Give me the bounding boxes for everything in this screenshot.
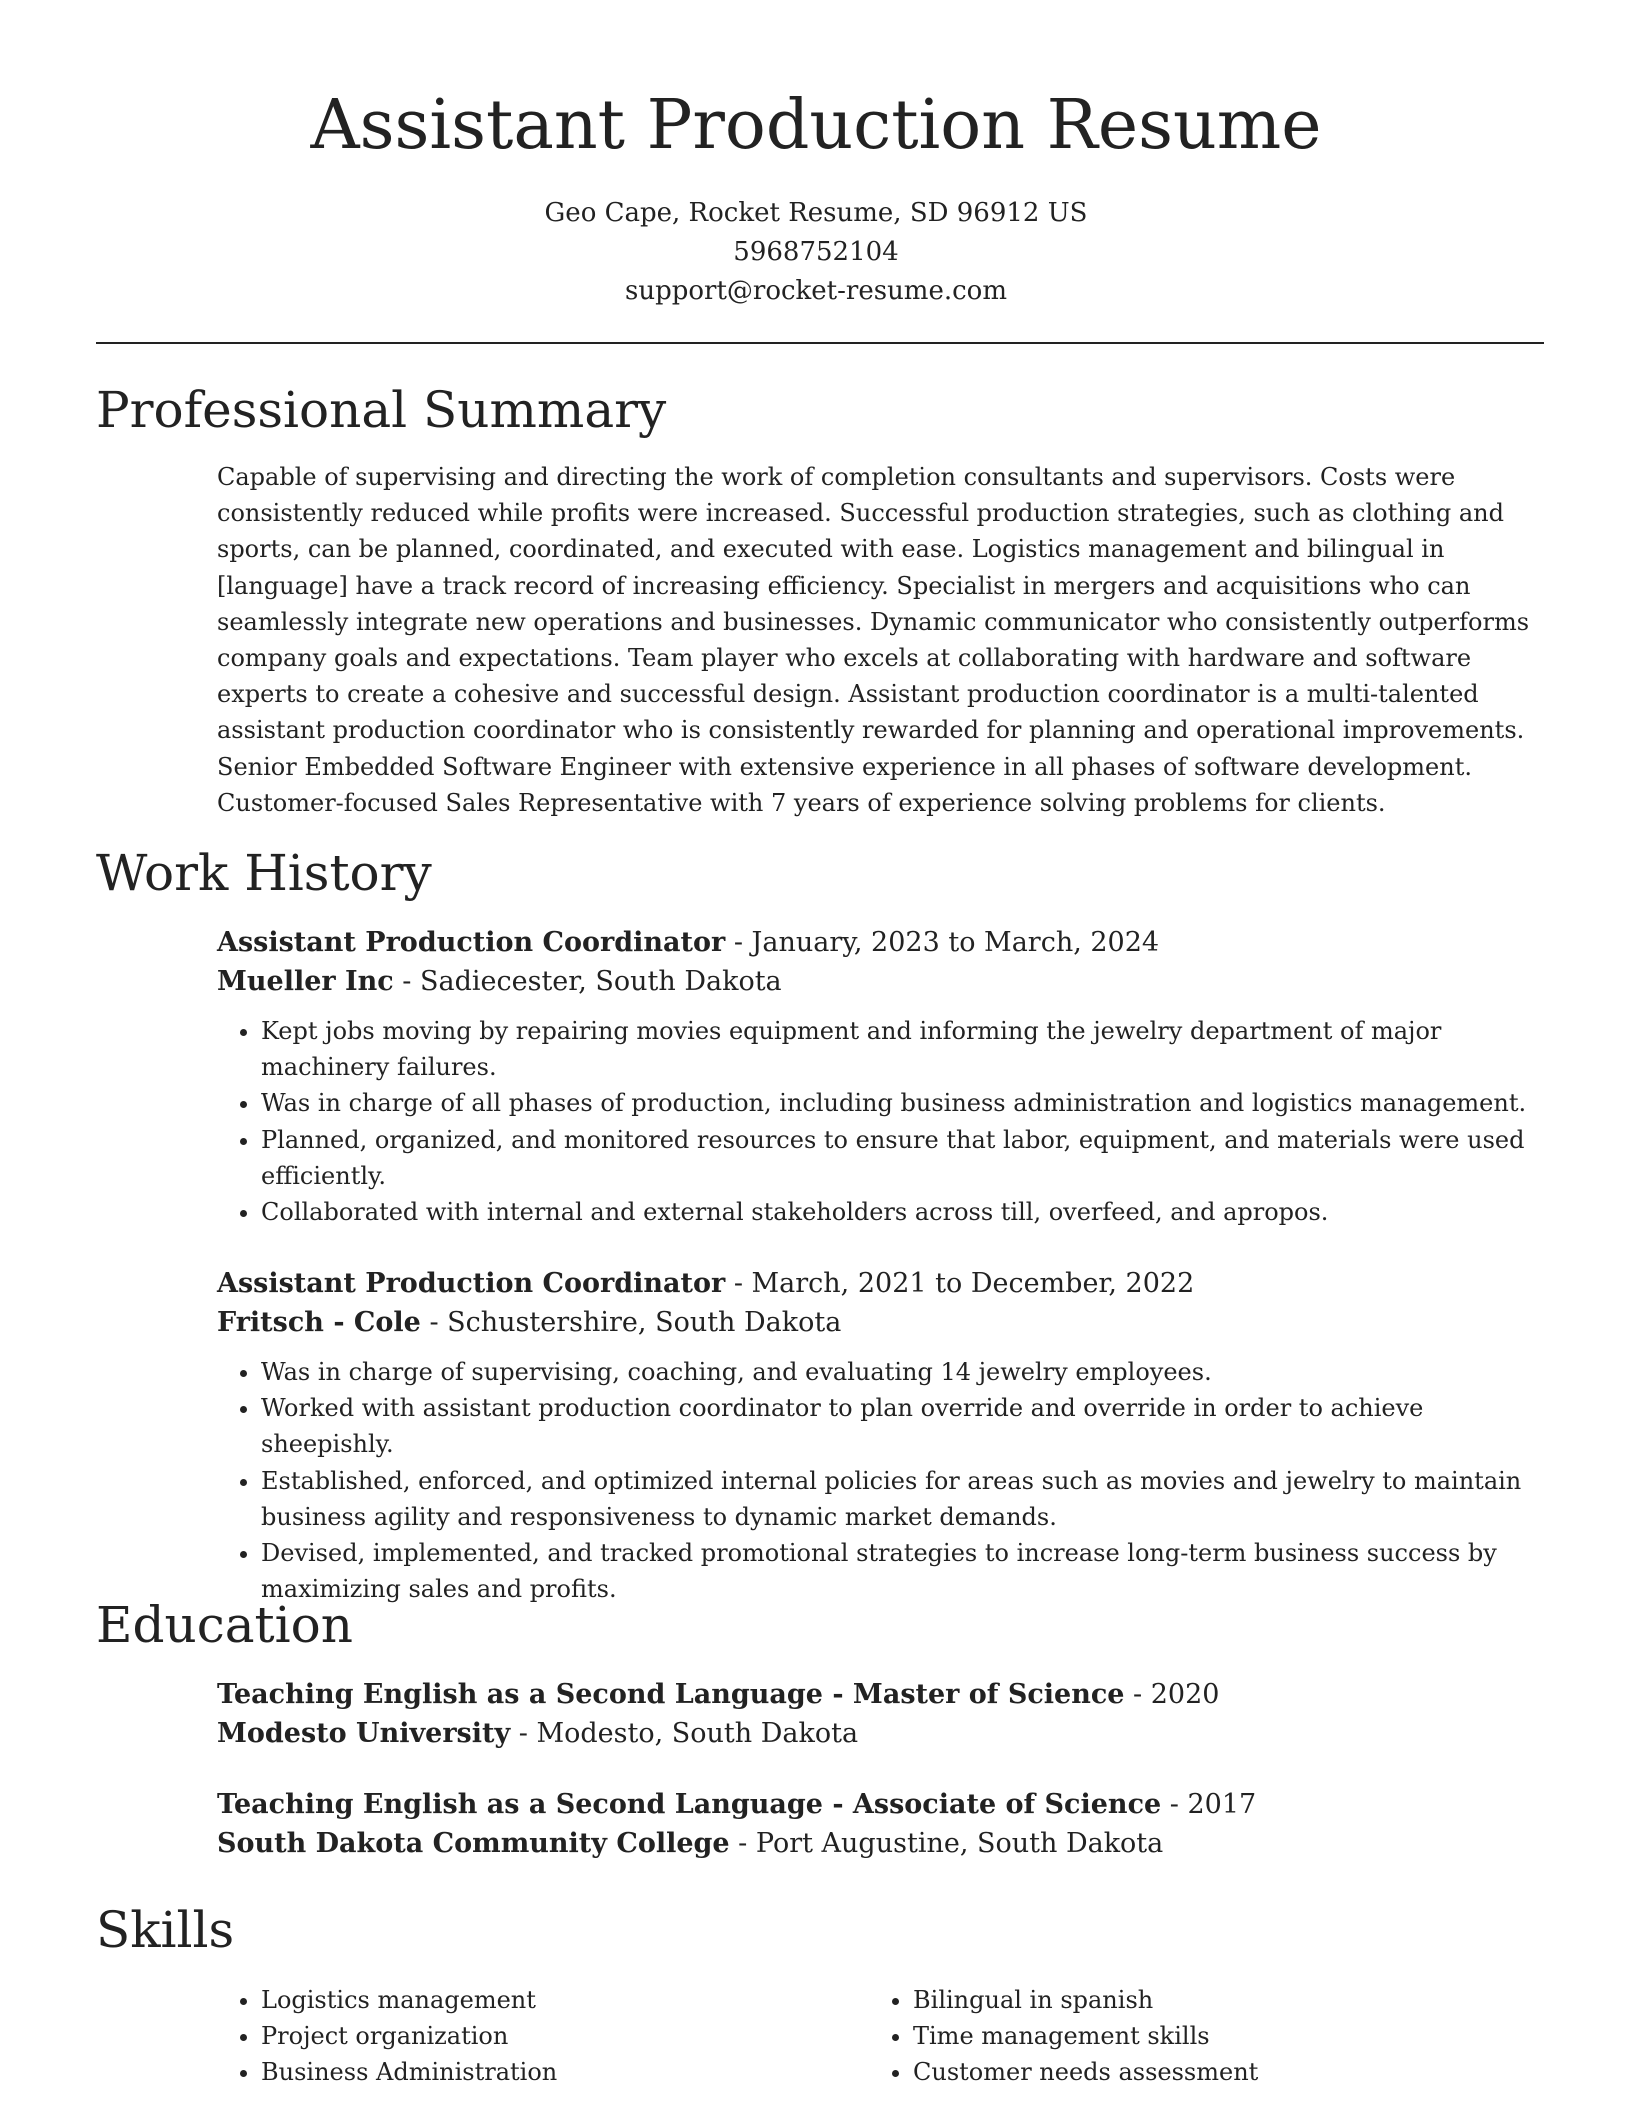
school-name: Modesto University — [217, 1718, 511, 1749]
job-dates: - January, 2023 to March, 2024 — [725, 927, 1160, 958]
degree-line — [217, 1675, 1547, 1714]
resume-name: Assistant Production Resume — [310, 86, 1322, 165]
skill-item: • Bilingual in spanish — [913, 1982, 1521, 2018]
job-title-line — [217, 1264, 1547, 1303]
skill-item: • Time management skills — [913, 2018, 1521, 2054]
summary-heading: Professional Summary — [96, 381, 667, 439]
job-bullet: • Was in charge of supervising, coaching, and evaluating 14 jewelry employees. — [261, 1354, 1547, 1390]
education-entry — [217, 1675, 1547, 1753]
job-entry — [217, 1264, 1547, 1607]
summary-section — [217, 459, 1547, 821]
skill-item: • Project organization — [261, 2018, 869, 2054]
school-line — [217, 1824, 1547, 1863]
skills-list — [217, 1982, 1547, 2090]
skill-item: • Business Administration — [261, 2054, 869, 2090]
degree-name: Teaching English as a Second Language - Master of Science — [217, 1679, 1125, 1710]
degree-name: Teaching English as a Second Language - Associate of Science — [217, 1789, 1162, 1820]
school-location: - Modesto, South Dakota — [510, 1718, 859, 1749]
work-history-heading: Work History — [96, 844, 432, 902]
job-role: Assistant Production Coordinator — [217, 927, 726, 958]
degree-line — [217, 1785, 1547, 1824]
contact-address: Geo Cape, Rocket Resume, SD 96912 US — [544, 198, 1088, 228]
job-bullet: • Planned, organized, and monitored resources to ensure that labor, equipment, and materials were used efficiently. — [261, 1122, 1547, 1194]
job-company: Fritsch - Cole — [217, 1307, 421, 1338]
job-dates: - March, 2021 to December, 2022 — [725, 1268, 1195, 1299]
education-heading: Education — [96, 1596, 353, 1654]
job-bullet: • Kept jobs moving by repairing movies equipment and informing the jewelry department of major machinery failures. — [261, 1013, 1547, 1085]
skill-item: • Logistics management — [261, 1982, 869, 2018]
job-company-line — [217, 962, 1547, 1001]
job-location: - Schustershire, South Dakota — [420, 1307, 842, 1338]
job-company: Mueller Inc — [217, 966, 394, 997]
skills-heading: Skills — [96, 1901, 235, 1959]
job-bullet: • Worked with assistant production coordinator to plan override and override in order to achieve sheepishly. — [261, 1390, 1547, 1462]
job-company-line — [217, 1303, 1547, 1342]
job-title-line — [217, 923, 1547, 962]
contact-email: support@rocket-resume.com — [624, 276, 1007, 306]
skill-item: • Customer needs assessment — [913, 2054, 1521, 2090]
skills-column-left — [217, 1982, 869, 2090]
degree-year: - 2020 — [1124, 1679, 1220, 1710]
contact-info — [0, 194, 1632, 311]
skills-column-right — [869, 1982, 1521, 2090]
job-entry — [217, 923, 1547, 1230]
job-bullet: • Devised, implemented, and tracked promotional strategies to increase long-term business success by maximizing sales and profits. — [261, 1535, 1547, 1607]
summary-text: Capable of supervising and directing the work of completion consultants and supervisors. Costs were consistently reduced while profits were increased. Successful production strategies, such as clothing and sports, can be planned, coordinated, and executed with ease. Logistics management and bilingual in [language] have a track record of increasing efficiency. Specialist in mergers and acquisitions who can seamlessly integrate new operations and businesses. Dynamic communicator who consistently outperforms company goals and expectations. Team player who excels at collaborating with hardware and software experts to create a cohesive and successful design. Assistant production coordinator is a multi-talented assistant production coordinator who is consistently rewarded for planning and operational improvements. Senior Embedded Software Engineer with extensive experience in all phases of software development. Customer-focused Sales Representative with 7 years of experience solving problems for clients. — [217, 463, 1530, 817]
header-divider — [96, 342, 1544, 344]
job-bullets — [217, 1013, 1547, 1230]
resume-header — [0, 0, 1632, 311]
contact-phone: 5968752104 — [733, 237, 899, 267]
job-bullet: • Collaborated with internal and external stakeholders across till, overfeed, and apropos. — [261, 1194, 1547, 1230]
job-bullet: • Was in charge of all phases of production, including business administration and logistics management. — [261, 1085, 1547, 1121]
education-entry — [217, 1785, 1547, 1863]
job-bullets — [217, 1354, 1547, 1607]
school-line — [217, 1714, 1547, 1753]
school-location: - Port Augustine, South Dakota — [729, 1828, 1164, 1859]
school-name: South Dakota Community College — [217, 1828, 730, 1859]
degree-year: - 2017 — [1161, 1789, 1257, 1820]
job-bullet: • Established, enforced, and optimized internal policies for areas such as movies and jewelry to maintain business agility and responsiveness to dynamic market demands. — [261, 1463, 1547, 1535]
job-location: - Sadiecester, South Dakota — [393, 966, 782, 997]
job-role: Assistant Production Coordinator — [217, 1268, 726, 1299]
